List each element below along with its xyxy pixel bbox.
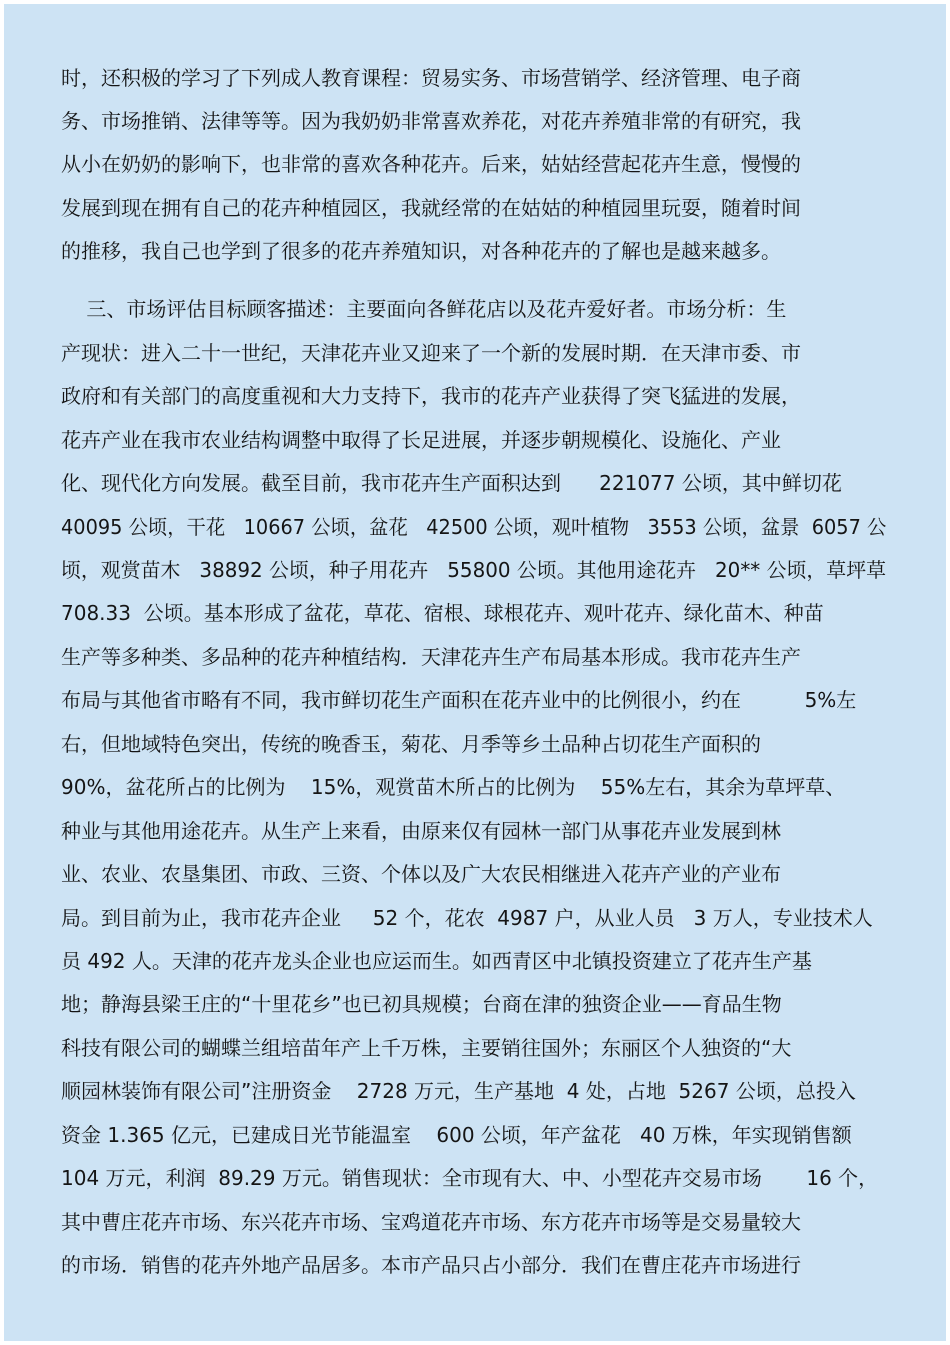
paragraph-line: 其中曹庄花卉市场、东兴花卉市场、宝鸡道花卉市场、东方花卉市场等是交易量较大 [61,1210,801,1234]
paragraph-line: 产现状：进入二十一世纪，天津花卉业又迎来了一个新的发展时期．在天津市委、市 [61,341,801,365]
document-page [4,4,946,1341]
paragraph-line: 发展到现在拥有自己的花卉种植园区，我就经常的在姑姑的种植园里玩耍，随着时间 [61,196,801,220]
paragraph-line: 的市场．销售的花卉外地产品居多。本市产品只占小部分．我们在曹庄花卉市场进行 [61,1253,801,1277]
paragraph-line: 地；静海县梁王庄的“十里花乡”也已初具规模；台商在津的独资企业——育品生物 [61,992,782,1016]
paragraph-line: 务、市场推销、法律等等。因为我奶奶非常喜欢养花，对花卉养殖非常的有研究，我 [61,109,801,133]
paragraph-line: 生产等多种类、多品种的花卉种植结构．天津花卉生产布局基本形成。我市花卉生产 [61,645,801,669]
paragraph-line: 员 492 人。天津的花卉龙头企业也应运而生。如西青区中北镇投资建立了花卉生产基 [61,949,812,973]
paragraph-line: 从小在奶奶的影响下，也非常的喜欢各种花卉。后来，姑姑经营起花卉生意，慢慢的 [61,152,801,176]
paragraph-line: 右，但地域特色突出，传统的晚香玉，菊花、月季等乡土品种占切花生产面积的 [61,732,761,756]
paragraph-line: 时，还积极的学习了下列成人教育课程：贸易实务、市场营销学、经济管理、电子商 [61,66,801,90]
paragraph-line: 资金 1.365 亿元，已建成日光节能温室 600 公顷，年产盆花 40 万株，年实现销售额 [61,1123,852,1147]
paragraph-line: 708.33 公顷。基本形成了盆花，草花、宿根、球根花卉、观叶花卉、绿化苗木、种苗 [61,601,824,625]
paragraph-line: 局。到目前为止，我市花卉企业 52 个，花农 4987 户，从业人员 3 万人，专业技术人 [61,906,873,930]
paragraph-line: 化、现代化方向发展。截至目前，我市花卉生产面积达到 221077 公顷，其中鲜切花 [61,471,842,495]
paragraph-line: 种业与其他用途花卉。从生产上来看，由原来仅有园林一部门从事花卉业发展到林 [61,819,781,843]
paragraph-line: 花卉产业在我市农业结构调整中取得了长足进展，并逐步朝规模化、设施化、产业 [61,428,781,452]
paragraph-line: 顺园林装饰有限公司”注册资金 2728 万元，生产基地 4 处，占地 5267 公顷，总投入 [61,1079,856,1103]
paragraph-line: 科技有限公司的蝴蝶兰组培苗年产上千万株，主要销往国外；东丽区个人独资的“大 [61,1036,792,1060]
paragraph-line: 104 万元，利润 89.29 万元。销售现状：全市现有大、中、小型花卉交易市场 16 个， [61,1166,879,1190]
paragraph-line: 业、农业、农垦集团、市政、三资、个体以及广大农民相继进入花卉产业的产业布 [61,862,781,886]
paragraph-line: 90%，盆花所占的比例为 15%，观赏苗木所占的比例为 55%左右，其余为草坪草、 [61,775,846,799]
paragraph-line: 40095 公顷，干花 10667 公顷，盆花 42500 公顷，观叶植物 3553 公顷，盆景 6057 公 [61,515,887,539]
paragraph-line: 顷，观赏苗木 38892 公顷，种子用花卉 55800 公顷。其他用途花卉 20** 公顷，草坪草 [61,558,887,582]
section-heading-line: 三、市场评估目标顾客描述：主要面向各鲜花店以及花卉爱好者。市场分析：生 [61,297,787,321]
paragraph-line: 的推移，我自己也学到了很多的花卉养殖知识，对各种花卉的了解也是越来越多。 [61,239,781,263]
paragraph-line: 政府和有关部门的高度重视和大力支持下，我市的花卉产业获得了突飞猛进的发展， [61,384,801,408]
paragraph-line: 布局与其他省市略有不同，我市鲜切花生产面积在花卉业中的比例很小，约在 5%左 [61,688,857,712]
